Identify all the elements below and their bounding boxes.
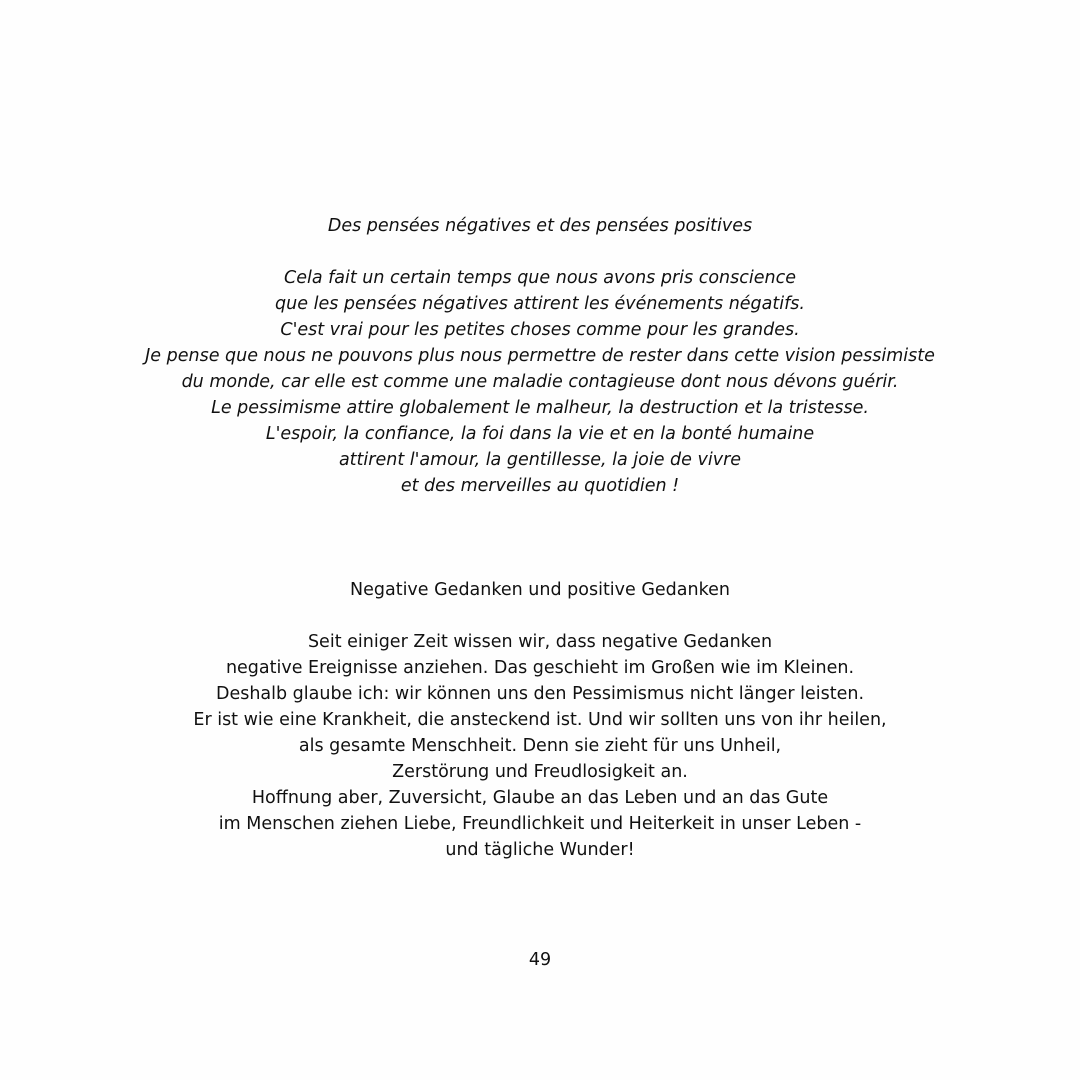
french-title: Des pensées négatives et des pensées positives [327, 216, 753, 236]
french-line: du monde, car elle est comme une maladie contagieuse dont nous dévons guérir. [181, 372, 899, 392]
french-text-block [0, 213, 1080, 499]
german-line: Seit einiger Zeit wissen wir, dass negative Gedanken [307, 632, 773, 652]
french-line: Cela fait un certain temps que nous avons pris conscience [284, 268, 796, 288]
french-line: C'est vrai pour les petites choses comme pour les grandes. [280, 320, 800, 340]
german-line: Er ist wie eine Krankheit, die ansteckend ist. Und wir sollten uns von ihr heilen, [193, 710, 887, 730]
german-text-block [0, 577, 1080, 863]
french-line: attirent l'amour, la gentillesse, la joie de vivre [338, 450, 742, 470]
french-line: Le pessimisme attire globalement le malheur, la destruction et la tristesse. [211, 398, 869, 418]
german-line: und tägliche Wunder! [445, 840, 635, 860]
german-line: Deshalb glaube ich: wir können uns den Pessimismus nicht länger leisten. [215, 684, 865, 704]
page-number: 49 [528, 950, 552, 970]
german-line: im Menschen ziehen Liebe, Freundlichkeit und Heiterkeit in unser Leben - [218, 814, 862, 834]
german-line: Zerstörung und Freudlosigkeit an. [392, 762, 688, 782]
german-title: Negative Gedanken und positive Gedanken [350, 580, 730, 600]
german-line: Hoffnung aber, Zuversicht, Glaube an das Leben und an das Gute [251, 788, 829, 808]
french-line: que les pensées négatives attirent les événements négatifs. [275, 294, 805, 314]
german-line: als gesamte Menschheit. Denn sie zieht für uns Unheil, [298, 736, 782, 756]
german-line: negative Ereignisse anziehen. Das geschieht im Großen wie im Kleinen. [225, 658, 855, 678]
french-line: L'espoir, la confiance, la foi dans la vie et en la bonté humaine [265, 424, 815, 444]
french-line: Je pense que nous ne pouvons plus nous permettre de rester dans cette vision pessimiste [145, 346, 935, 366]
french-line: et des merveilles au quotidien ! [400, 476, 680, 496]
